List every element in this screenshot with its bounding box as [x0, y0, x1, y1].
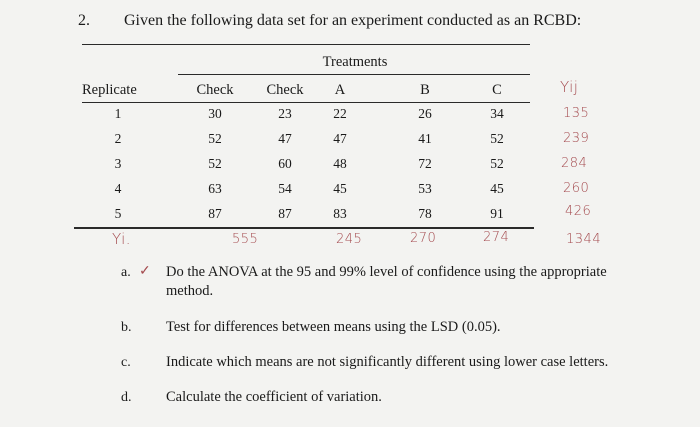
table-cell: 23: [278, 106, 292, 121]
column-header-check-1: Check: [196, 82, 234, 98]
handwritten-row-total: 239: [563, 131, 590, 146]
table-cell: 45: [333, 181, 347, 196]
task-letter-a: a.: [121, 265, 131, 280]
task-text-c: Indicate which means are not significantly different using lower case letters.: [166, 354, 609, 370]
treatments-underline: [178, 74, 530, 75]
table-cell: 30: [208, 106, 222, 121]
table-cell: 52: [490, 131, 504, 146]
replicate-cell: 3: [114, 156, 122, 171]
table-cell: 52: [208, 131, 222, 146]
table-cell: 54: [278, 181, 292, 196]
header-underline: [82, 102, 530, 103]
replicate-cell: 5: [114, 206, 122, 221]
table-cell: 52: [208, 156, 222, 171]
handwritten-yij-label: Yij: [560, 78, 579, 96]
task-text-a: Do the ANOVA at the 95 and 99% level of confidence using the appropriate method.: [166, 264, 607, 299]
handwritten-row-total: 284: [561, 156, 588, 171]
table-cell: 34: [490, 106, 504, 121]
table-cell: 41: [418, 131, 432, 146]
question-number: 2.: [78, 12, 90, 29]
handwritten-col-total: 245: [336, 232, 363, 247]
table-cell: 52: [490, 156, 504, 171]
task-text-b: Test for differences between means using the LSD (0.05).: [166, 319, 501, 335]
table-top-rule: [82, 44, 530, 45]
handwritten-row-total: 426: [565, 204, 592, 219]
table-cell: 63: [208, 181, 222, 196]
task-letter-d: d.: [121, 390, 132, 405]
table-cell: 87: [278, 206, 292, 221]
replicate-cell: 4: [114, 181, 122, 196]
table-cell: 48: [333, 156, 347, 171]
table-cell: 91: [490, 206, 504, 221]
table-cell: 60: [278, 156, 292, 171]
table-cell: 78: [418, 206, 432, 221]
handwritten-yi-label: Yi.: [112, 230, 132, 248]
handwritten-col-total: 270: [410, 231, 437, 246]
checkmark-icon: ✓: [139, 263, 152, 279]
table-cell: 83: [333, 206, 347, 221]
question-prompt: Given the following data set for an experiment conducted as an RCBD:: [124, 12, 582, 29]
task-letter-b: b.: [121, 320, 132, 335]
table-cell: 45: [490, 181, 504, 196]
treatments-header: Treatments: [322, 54, 388, 70]
table-cell: 72: [418, 156, 432, 171]
table-cell: 22: [333, 106, 347, 121]
handwritten-col-total: 555: [232, 232, 259, 247]
replicate-header: Replicate: [82, 82, 137, 98]
table-cell: 87: [208, 206, 222, 221]
handwritten-row-total: 260: [563, 181, 590, 196]
table-bottom-rule: [74, 227, 534, 229]
table-cell: 47: [333, 131, 347, 146]
replicate-cell: 2: [114, 131, 122, 146]
task-text-d: Calculate the coefficient of variation.: [166, 389, 382, 405]
column-header-b: B: [420, 82, 430, 98]
task-letter-c: c.: [121, 355, 131, 370]
replicate-cell: 1: [114, 106, 122, 121]
column-header-a: A: [334, 82, 346, 98]
table-cell: 53: [418, 181, 432, 196]
table-cell: 47: [278, 131, 292, 146]
table-cell: 26: [418, 106, 432, 121]
column-header-check-2: Check: [266, 82, 304, 98]
handwritten-row-total: 135: [563, 106, 590, 121]
column-header-c: C: [492, 82, 502, 98]
handwritten-grand-total: 1344: [566, 232, 602, 247]
handwritten-col-total: 274: [483, 230, 510, 245]
